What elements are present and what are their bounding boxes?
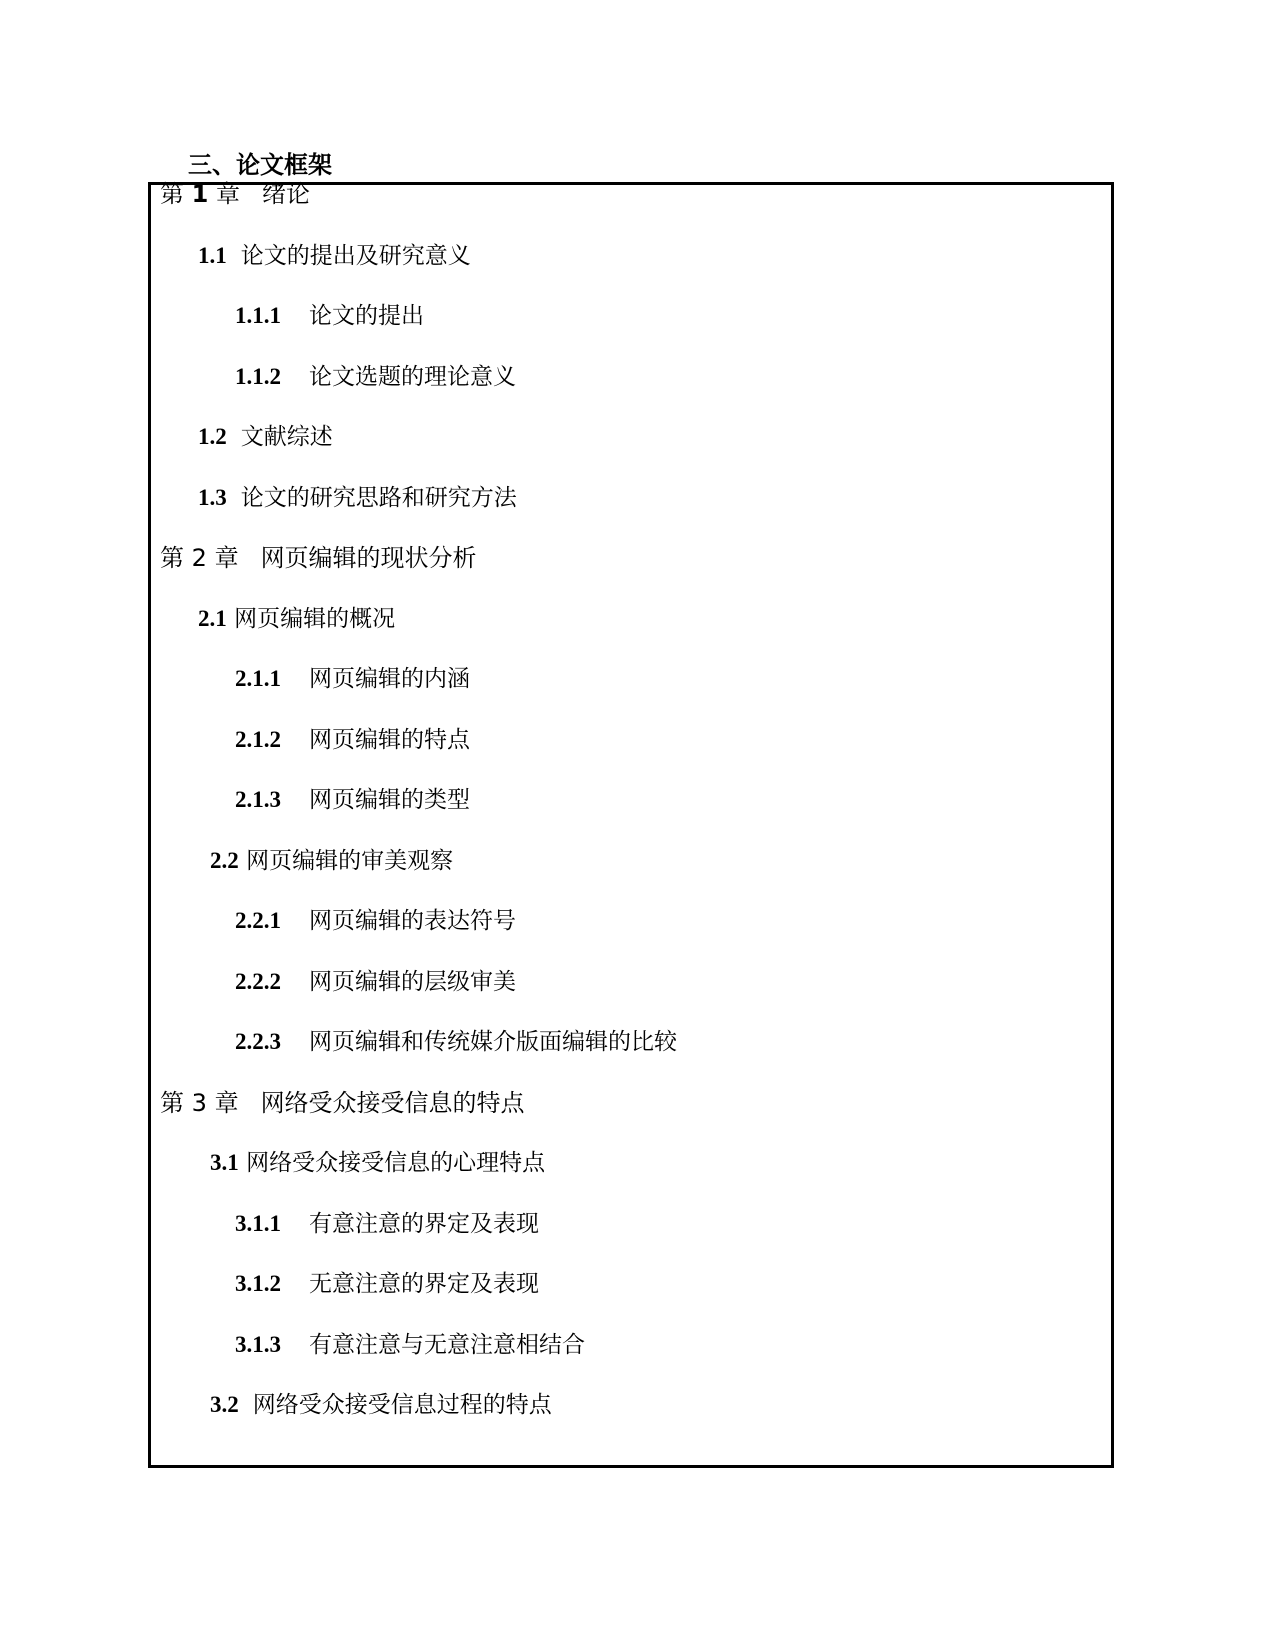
section-number: 1.1.1 — [235, 303, 281, 328]
toc-section-2-2-1 — [235, 905, 516, 937]
toc-section-1-2 — [198, 421, 333, 453]
section-number: 2.1.1 — [235, 666, 281, 691]
toc-section-2-1-3 — [235, 784, 470, 816]
section-number: 1.2 — [198, 424, 227, 449]
chapter-suffix: 章 — [214, 544, 239, 572]
section-title: 无意注意的界定及表现 — [309, 1271, 539, 1297]
toc-section-1-1-2 — [235, 361, 516, 393]
toc-section-2-2 — [210, 845, 453, 877]
section-title: 有意注意与无意注意相结合 — [309, 1332, 585, 1358]
chapter-number: 3 — [191, 1089, 207, 1117]
section-title: 文献综述 — [240, 424, 333, 450]
toc-section-3-2 — [210, 1389, 552, 1421]
section-title: 论文的提出及研究意义 — [240, 243, 471, 269]
section-title: 论文选题的理论意义 — [309, 364, 516, 390]
section-number: 3.1.3 — [235, 1332, 281, 1357]
section-number: 3.1.2 — [235, 1271, 281, 1296]
toc-chapter-2 — [160, 542, 477, 574]
section-number: 2.1 — [198, 606, 227, 631]
section-title: 论文的提出 — [309, 303, 424, 329]
section-title: 论文的研究思路和研究方法 — [240, 485, 517, 511]
section-title: 网页编辑的类型 — [309, 787, 470, 813]
toc-section-2-2-3 — [235, 1026, 677, 1058]
section-number: 2.2.1 — [235, 908, 281, 933]
section-number: 3.1 — [210, 1150, 239, 1175]
section-heading: 三、论文框架 — [188, 151, 332, 179]
chapter-prefix: 第 — [160, 180, 184, 208]
toc-section-3-1-2 — [235, 1268, 539, 1300]
section-title: 网络受众接受信息的心理特点 — [246, 1150, 546, 1176]
toc-section-2-1 — [198, 603, 395, 635]
section-number: 2.2.2 — [235, 969, 281, 994]
chapter-title: 网络受众接受信息的特点 — [260, 1089, 525, 1117]
section-title: 有意注意的界定及表现 — [309, 1211, 539, 1237]
toc-section-1-1-1 — [235, 300, 424, 332]
section-number: 1.1 — [198, 243, 227, 268]
section-title: 网页编辑和传统媒介版面编辑的比较 — [309, 1029, 677, 1055]
chapter-title: 网页编辑的现状分析 — [260, 544, 477, 572]
chapter-prefix: 第 — [160, 544, 184, 572]
section-number: 1.1.2 — [235, 364, 281, 389]
section-number: 1.3 — [198, 485, 227, 510]
toc-section-2-1-2 — [235, 724, 470, 756]
section-number: 3.1.1 — [235, 1211, 281, 1236]
section-number: 2.1.2 — [235, 727, 281, 752]
section-number: 2.2.3 — [235, 1029, 281, 1054]
section-number: 2.2 — [210, 848, 239, 873]
section-number: 2.1.3 — [235, 787, 281, 812]
toc-section-1-3 — [198, 482, 517, 514]
section-title: 网页编辑的特点 — [309, 727, 470, 753]
section-title: 网页编辑的概况 — [234, 606, 396, 632]
toc-section-3-1-1 — [235, 1208, 539, 1240]
chapter-number: 2 — [191, 544, 207, 572]
toc-chapter-3 — [160, 1087, 525, 1119]
section-title: 网页编辑的层级审美 — [309, 969, 516, 995]
chapter-number: 1 — [191, 180, 209, 208]
toc-section-1-1 — [198, 240, 471, 272]
chapter-suffix: 章 — [214, 1089, 239, 1117]
section-title: 网络受众接受信息过程的特点 — [252, 1392, 552, 1418]
section-title: 网页编辑的内涵 — [309, 666, 470, 692]
toc-section-2-2-2 — [235, 966, 516, 998]
toc-section-2-1-1 — [235, 663, 470, 695]
chapter-title: 绪论 — [261, 180, 310, 208]
chapter-prefix: 第 — [160, 1089, 184, 1117]
toc-section-3-1-3 — [235, 1329, 585, 1361]
toc-chapter-1 — [160, 178, 310, 210]
section-number: 3.2 — [210, 1392, 239, 1417]
section-title: 网页编辑的表达符号 — [309, 908, 516, 934]
section-title: 网页编辑的审美观察 — [246, 848, 454, 874]
chapter-suffix: 章 — [215, 180, 240, 208]
toc-section-3-1 — [210, 1147, 545, 1179]
